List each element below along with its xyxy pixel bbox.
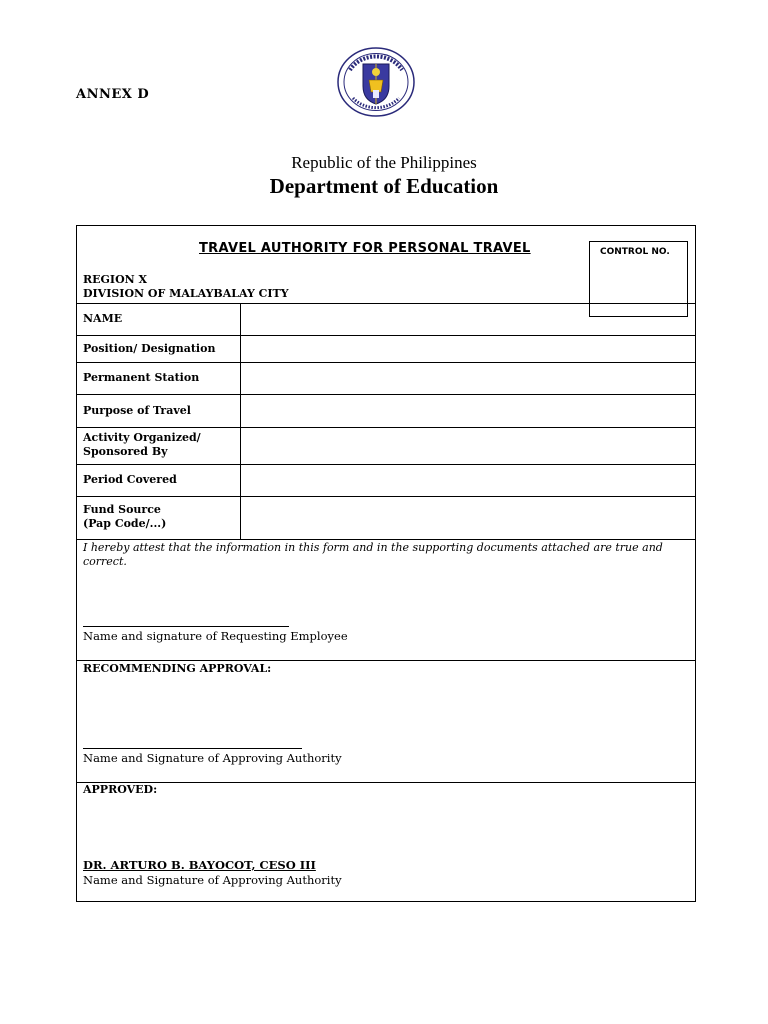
field-value-position[interactable]: [241, 336, 695, 362]
approver-name: DR. ARTURO B. BAYOCOT, CESO III: [83, 858, 316, 872]
field-label-fund-line2: (Pap Code/...): [83, 517, 167, 530]
department-heading: Department of Education: [269, 174, 499, 198]
field-value-station[interactable]: [241, 363, 695, 394]
region-division: [83, 273, 289, 301]
field-value-period[interactable]: [241, 465, 695, 496]
form-title: TRAVEL AUTHORITY FOR PERSONAL TRAVEL: [199, 241, 531, 256]
field-label-activity: [83, 431, 201, 459]
divider: [77, 539, 695, 540]
approved-heading: APPROVED:: [83, 783, 158, 796]
field-label-activity-line2: Sponsored By: [83, 445, 168, 458]
recommending-approval-heading: RECOMMENDING APPROVAL:: [83, 662, 272, 675]
division-label: DIVISION OF MALAYBALAY CITY: [83, 287, 289, 300]
field-value-activity[interactable]: [241, 428, 695, 464]
field-label-activity-line1: Activity Organized/: [83, 431, 201, 444]
requesting-signature-caption: Name and signature of Requesting Employee: [83, 629, 348, 643]
travel-authority-form: [76, 225, 696, 902]
recommending-signature-caption: Name and Signature of Approving Authority: [83, 751, 342, 765]
annex-label: ANNEX D: [76, 87, 150, 102]
divider: [77, 660, 695, 661]
field-label-station: Permanent Station: [83, 371, 200, 384]
field-value-name[interactable]: [241, 304, 695, 335]
recommending-signature-line[interactable]: [83, 748, 302, 749]
attestation-text: I hereby attest that the information in this form and in the supporting documents attached are true and correct.: [83, 541, 663, 568]
deped-seal-icon: [336, 46, 416, 118]
field-value-purpose[interactable]: [241, 395, 695, 427]
region-label: REGION X: [83, 273, 148, 286]
field-label-name: NAME: [83, 312, 123, 325]
control-number-label: CONTROL NO.: [600, 247, 670, 257]
field-value-fund-source[interactable]: [241, 497, 695, 539]
field-label-purpose: Purpose of Travel: [83, 404, 191, 417]
field-label-fund-source: [83, 503, 166, 531]
requesting-signature-line[interactable]: [83, 626, 289, 627]
approved-signature-caption: Name and Signature of Approving Authority: [83, 873, 342, 887]
republic-heading: Republic of the Philippines: [291, 153, 477, 172]
field-label-period: Period Covered: [83, 473, 177, 486]
field-label-position: Position/ Designation: [83, 342, 216, 355]
divider: [77, 782, 695, 783]
field-label-fund-line1: Fund Source: [83, 503, 161, 516]
